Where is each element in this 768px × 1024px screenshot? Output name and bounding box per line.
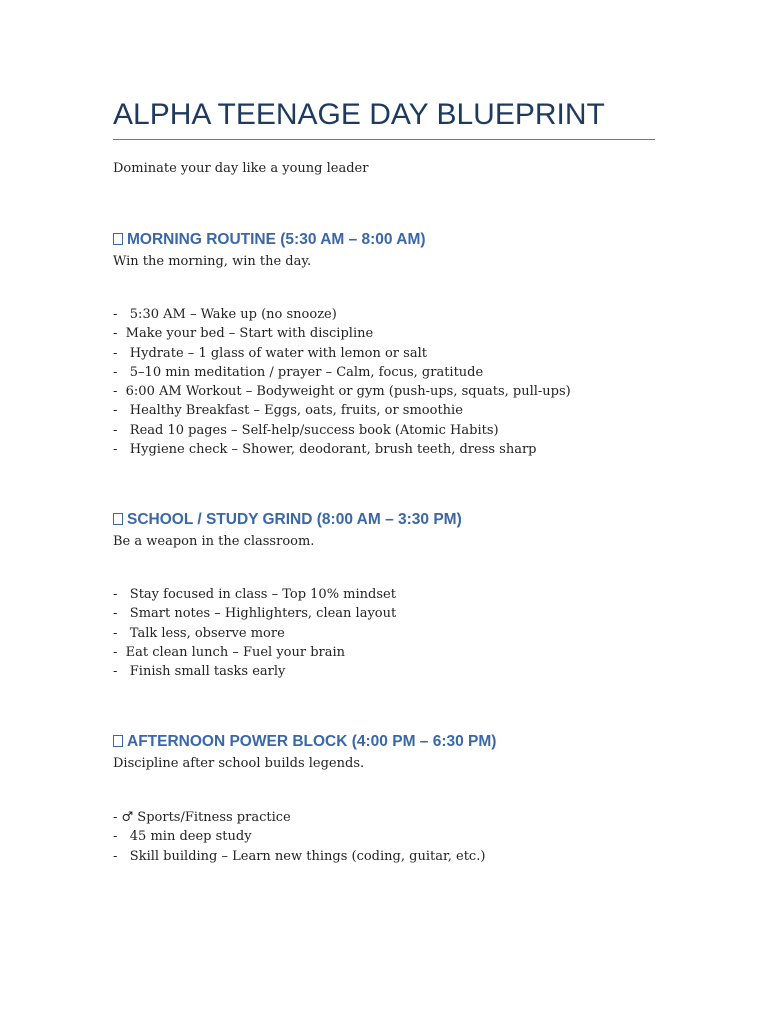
list-item: - Make your bed – Start with discipline <box>113 326 374 342</box>
missing-emoji-icon <box>113 735 123 747</box>
afternoon-list <box>113 808 673 866</box>
list-item: - Smart notes – Highlighters, clean layout <box>113 606 397 622</box>
list-item: - 5:30 AM – Wake up (no snooze) <box>113 307 337 322</box>
section-intro-school: Be a weapon in the classroom. <box>113 534 315 549</box>
list-item: - Stay focused in class – Top 10% mindset <box>113 587 396 602</box>
section-intro-morning: Win the morning, win the day. <box>113 254 312 269</box>
section-heading-afternoon <box>113 732 673 752</box>
section-afternoon-power-block <box>113 732 673 864</box>
list-item: - Talk less, observe more <box>113 625 285 641</box>
document-title: ALPHA TEENAGE DAY BLUEPRINT <box>113 98 605 131</box>
document-subtitle: Dominate your day like a young leader <box>113 161 369 176</box>
list-item: - Skill building – Learn new things (coding, guitar, etc.) <box>113 848 486 864</box>
list-item: - 5–10 min meditation / prayer – Calm, focus, gratitude <box>113 364 484 380</box>
list-item: - Hygiene check – Shower, deodorant, brush teeth, dress sharp <box>113 442 537 458</box>
section-heading-morning-text: MORNING ROUTINE (5:30 AM – 8:00 AM) <box>127 231 426 248</box>
missing-emoji-icon <box>113 513 123 525</box>
list-item: - Eat clean lunch – Fuel your brain <box>113 644 346 660</box>
list-item: - Finish small tasks early <box>113 664 286 680</box>
list-item: - ♂ Sports/Fitness practice <box>113 810 291 825</box>
list-item: - 6:00 AM Workout – Bodyweight or gym (push-ups, squats, pull-ups) <box>113 384 571 400</box>
section-morning-routine <box>113 230 673 458</box>
list-item: - Hydrate – 1 glass of water with lemon or salt <box>113 345 427 361</box>
missing-emoji-icon <box>113 233 123 245</box>
section-heading-school <box>113 510 673 530</box>
list-item: - Healthy Breakfast – Eggs, oats, fruits, or smoothie <box>113 403 463 419</box>
section-intro-afternoon: Discipline after school builds legends. <box>113 756 365 771</box>
section-school-study-grind <box>113 510 673 680</box>
section-heading-morning <box>113 230 673 250</box>
title-underline-divider <box>113 139 655 140</box>
list-item: - 45 min deep study <box>113 829 252 845</box>
section-heading-school-text: SCHOOL / STUDY GRIND (8:00 AM – 3:30 PM) <box>127 511 462 528</box>
list-item: - Read 10 pages – Self-help/success book (Atomic Habits) <box>113 422 499 438</box>
school-list <box>113 585 673 681</box>
section-heading-afternoon-text: AFTERNOON POWER BLOCK (4:00 PM – 6:30 PM) <box>127 733 497 750</box>
morning-list <box>113 305 673 459</box>
